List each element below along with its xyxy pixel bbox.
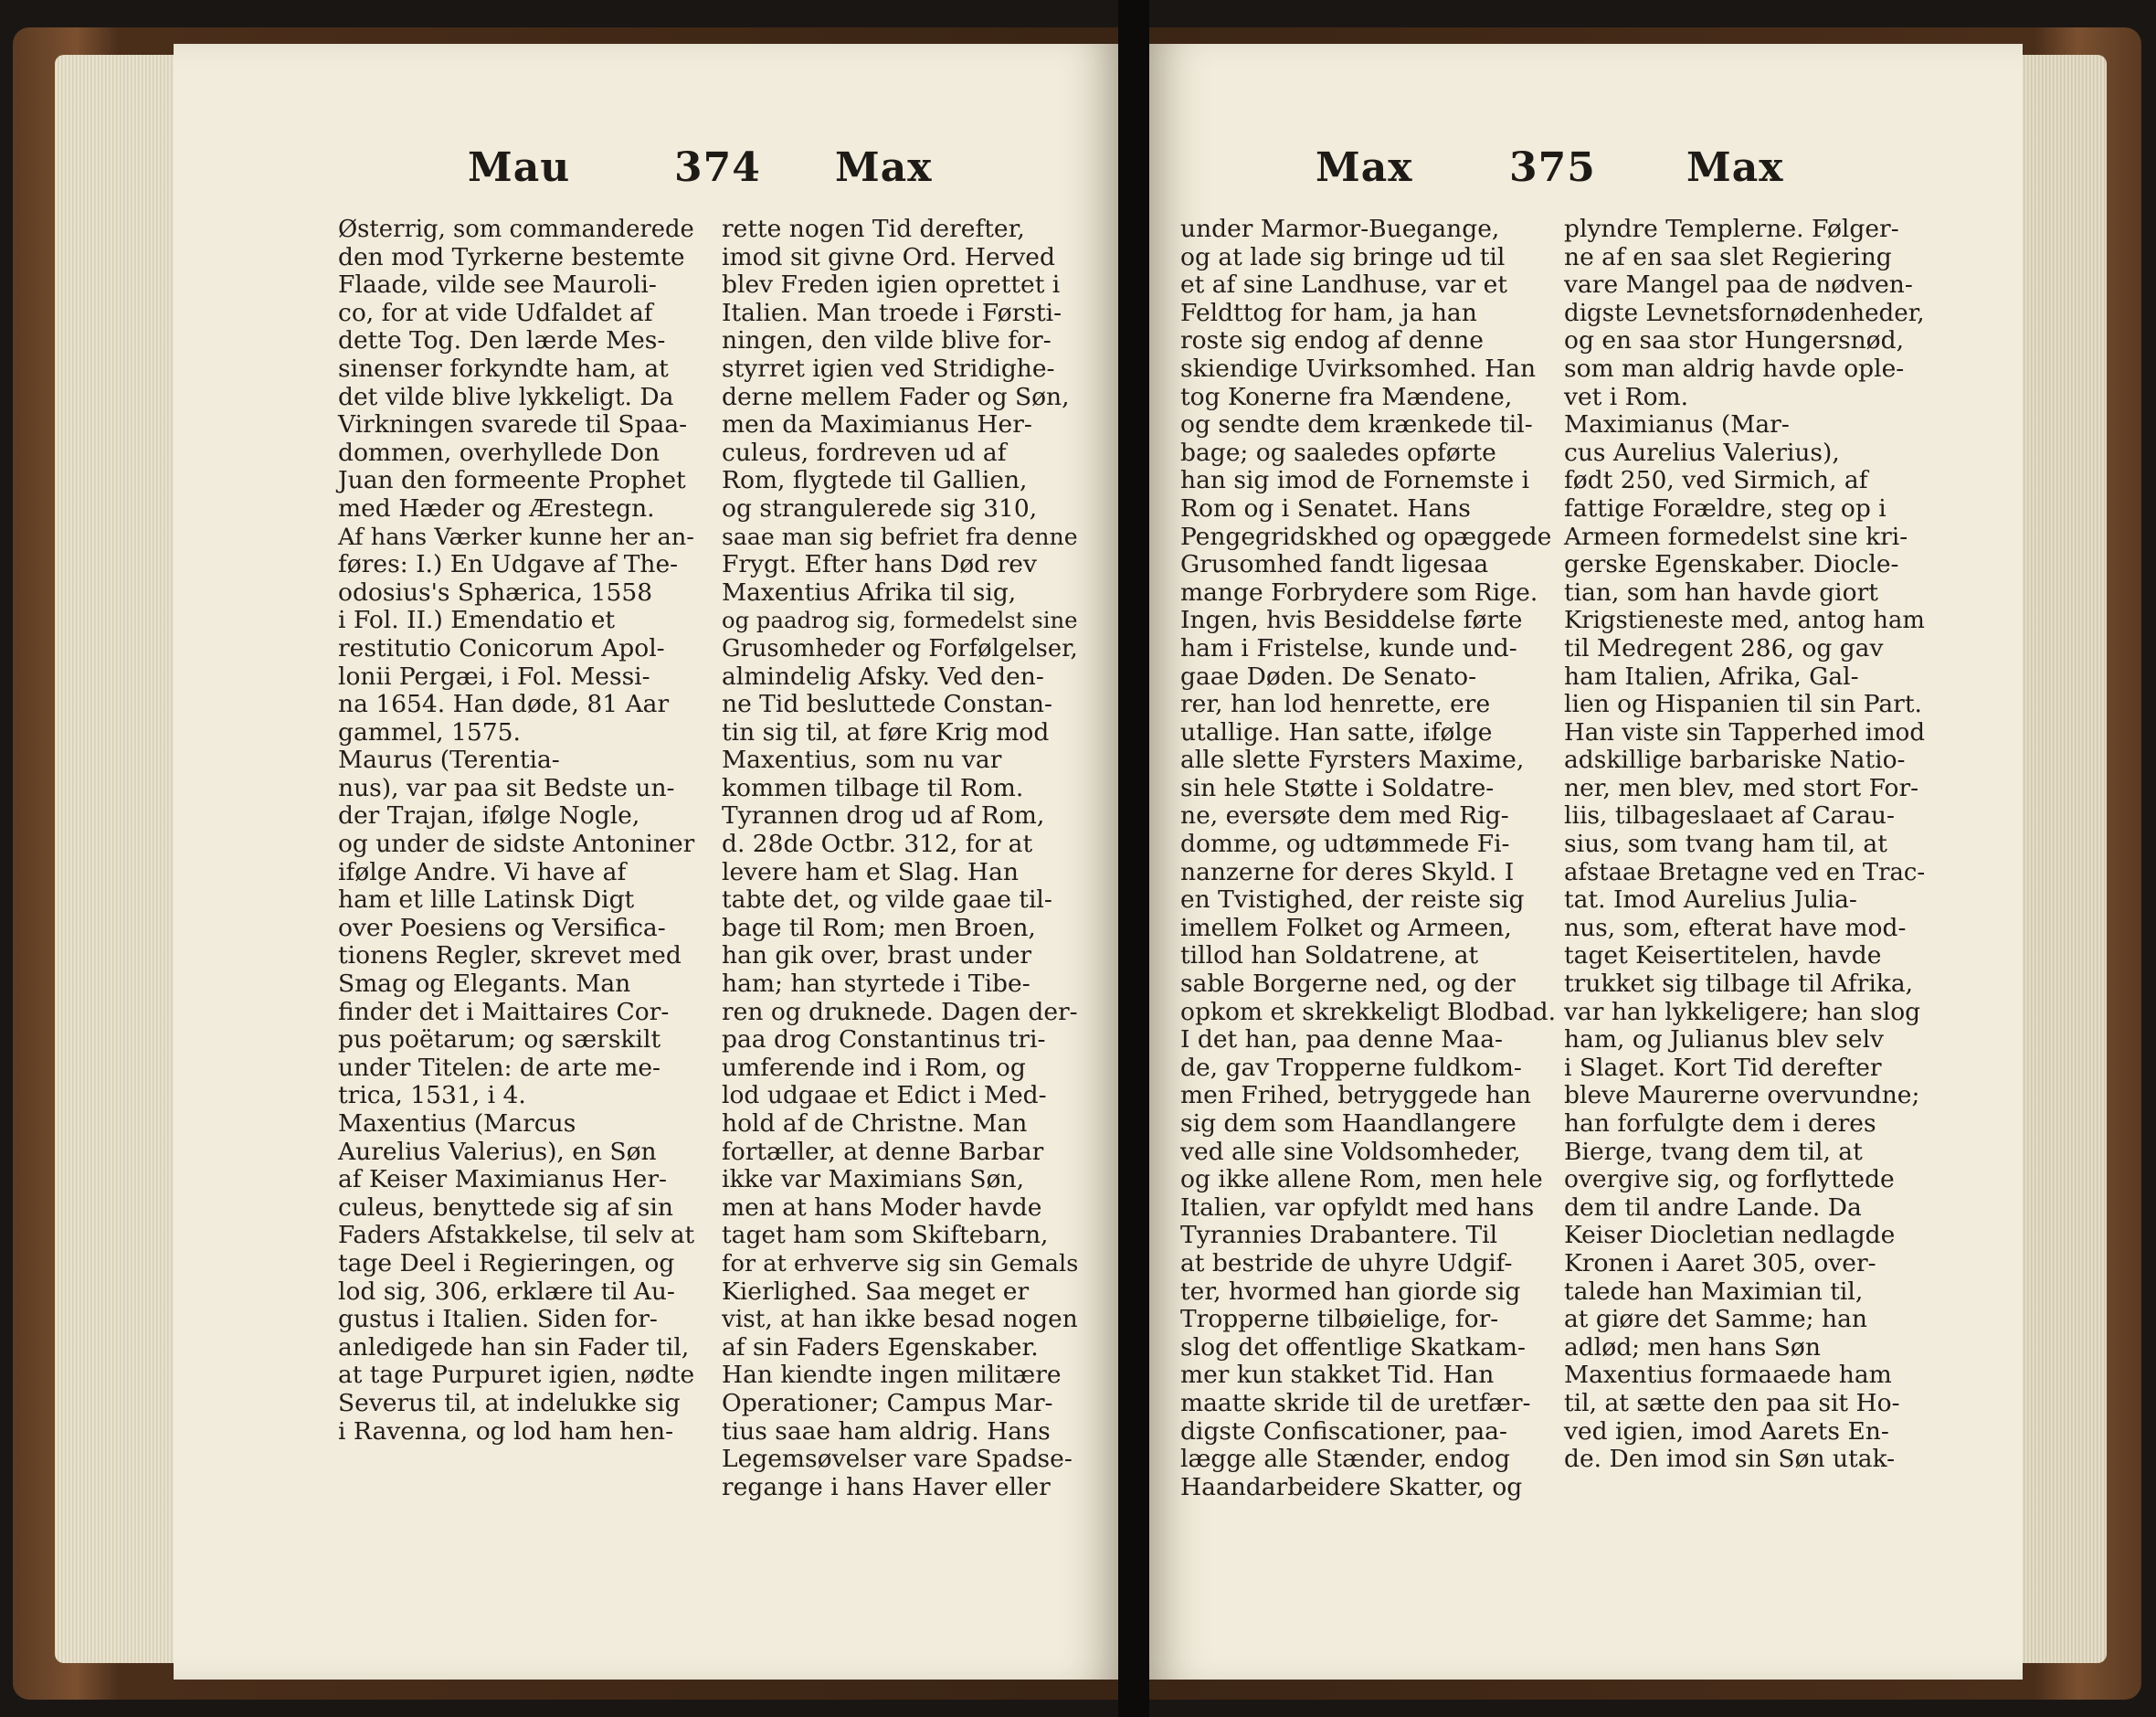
text-line: lonii Pergæi, i Fol. Messi- — [338, 662, 650, 691]
text-line: fattige Forældre, steg op i — [1564, 493, 1886, 523]
text-line: nus, som, efterat have mod- — [1564, 913, 1907, 942]
text-line: vist, at han ikke besad nogen — [722, 1306, 1078, 1334]
text-line: en Tvistighed, der reiste sig — [1180, 885, 1525, 915]
text-line: de, gav Tropperne fuldkom- — [1180, 1053, 1522, 1082]
text-line: under Marmor-Buegange, — [1180, 215, 1500, 243]
text-line: nus), var paa sit Bedste un- — [338, 773, 675, 802]
text-line: skiendige Uvirksomhed. Han — [1180, 354, 1537, 383]
text-line: Tyrannen drog ud af Rom, — [722, 801, 1045, 831]
text-line: ham i Fristelse, kunde und- — [1180, 633, 1517, 662]
text-line: Armeen formedelst sine kri- — [1564, 522, 1908, 551]
left-page-head-right: Max — [835, 144, 933, 191]
text-line: Italien. Man troede i Førsti- — [722, 298, 1062, 327]
text-line: at bestride de uhyre Udgif- — [1180, 1248, 1513, 1277]
text-line: den mod Tyrkerne bestemte — [338, 242, 685, 271]
text-line: de. Den imod sin Søn utak- — [1564, 1445, 1896, 1474]
text-line: ham Italien, Afrika, Gal- — [1564, 662, 1859, 691]
text-line: Aurelius Valerius), en Søn — [338, 1137, 657, 1166]
text-line: ifølge Andre. Vi have af — [338, 857, 627, 886]
text-line: og sendte dem krænkede til- — [1180, 410, 1533, 440]
text-line: gammel, 1575. — [338, 717, 521, 747]
text-line: odosius's Sphærica, 1558 — [338, 578, 653, 607]
text-line: vet i Rom. — [1564, 382, 1689, 411]
text-line: mer kun stakket Tid. Han — [1180, 1361, 1495, 1390]
text-line: maatte skride til de uretfær- — [1180, 1388, 1531, 1417]
text-line: til, at sætte den paa sit Ho- — [1564, 1388, 1900, 1417]
text-column-1 — [338, 216, 694, 1446]
text-line: ningen, den vilde blive for- — [722, 326, 1052, 355]
text-line: d. 28de Octbr. 312, for at — [722, 830, 1033, 859]
text-line: imellem Folket og Armeen, — [1180, 913, 1512, 942]
text-line: ham; han styrtede i Tibe- — [722, 970, 1030, 999]
text-line: fortæller, at denne Barbar — [722, 1137, 1044, 1166]
text-line: der Trajan, ifølge Nogle, — [338, 801, 640, 831]
text-line: nanzerne for deres Skyld. I — [1180, 857, 1515, 886]
text-line: og en saa stor Hungersnød, — [1564, 326, 1904, 355]
text-line: digste Confiscationer, paa- — [1180, 1416, 1507, 1446]
text-line: vare Mangel paa de nødven- — [1564, 270, 1913, 300]
text-line: ved igien, imod Aarets En- — [1564, 1416, 1889, 1446]
page-block-left-edge — [55, 55, 192, 1663]
text-line: liis, tilbageslaaet af Carau- — [1564, 801, 1895, 831]
text-line: restitutio Conicorum Apol- — [338, 633, 665, 662]
text-line: afstaae Bretagne ved en Trac- — [1564, 858, 1926, 886]
text-line: opkom et skrekkeligt Blodbad. — [1180, 997, 1557, 1026]
text-line: til Medregent 286, og gav — [1564, 633, 1884, 662]
text-line: tog Konerne fra Mændene, — [1180, 382, 1513, 411]
text-line: tionens Regler, skrevet med — [338, 941, 682, 970]
text-line: Legemsøvelser vare Spadse- — [722, 1445, 1073, 1474]
text-line: kommen tilbage til Rom. — [722, 773, 1024, 802]
text-line: paa drog Constantinus tri- — [722, 1025, 1046, 1055]
text-line: i Fol. II.) Emendatio et — [338, 606, 616, 635]
text-line: Han kiendte ingen militære — [722, 1361, 1062, 1390]
text-line: tian, som han havde giort — [1564, 578, 1878, 607]
text-line: Rom, flygtede til Gallien, — [722, 466, 1028, 495]
text-line: sable Borgerne ned, og der — [1180, 970, 1516, 999]
book-gutter — [1118, 0, 1149, 1717]
text-line: han gik over, brast under — [722, 941, 1032, 970]
text-line: og ikke allene Rom, men hele — [1180, 1165, 1543, 1194]
text-line: co, for at vide Udfaldet af — [338, 298, 653, 327]
text-line: Maxentius (Marcus — [338, 1109, 576, 1138]
text-line: ikke var Maximians Søn, — [722, 1165, 1025, 1194]
text-line: derne mellem Fader og Søn, — [722, 382, 1070, 411]
text-line: med Hæder og Ærestegn. — [338, 493, 655, 523]
text-line: regange i hans Haver eller — [722, 1472, 1051, 1501]
text-line: og under de sidste Antoniner — [338, 830, 695, 859]
text-line: men Frihed, betryggede han — [1180, 1081, 1531, 1110]
text-line: taget Keisertitelen, havde — [1564, 941, 1882, 970]
text-line: hold af de Christne. Man — [722, 1109, 1028, 1138]
text-line: som man aldrig havde ople- — [1564, 354, 1905, 383]
text-line: dommen, overhyllede Don — [338, 438, 661, 467]
text-line: men at hans Moder havde — [722, 1192, 1042, 1222]
text-line: bage til Rom; men Broen, — [722, 913, 1036, 942]
text-line: domme, og udtømmede Fi- — [1180, 830, 1510, 859]
text-line: umferende ind i Rom, og — [722, 1053, 1026, 1082]
text-line: Faders Afstakkelse, til selv at — [338, 1222, 695, 1250]
text-line: tius saae ham aldrig. Hans — [722, 1416, 1051, 1446]
text-line: sig dem som Haandlangere — [1180, 1109, 1517, 1138]
text-line: plyndre Templerne. Følger- — [1564, 215, 1899, 243]
text-line: Juan den formeente Prophet — [338, 466, 686, 495]
text-line: ren og druknede. Dagen der- — [722, 997, 1078, 1026]
text-line: styrret igien ved Stridighe- — [722, 354, 1055, 383]
left-page-head-left: Mau — [468, 144, 571, 191]
text-line: at giøre det Samme; han — [1564, 1305, 1867, 1334]
text-line: og at lade sig bringe ud til — [1180, 242, 1506, 271]
text-line: ham et lille Latinsk Digt — [338, 885, 635, 915]
text-line: af Keiser Maximianus Her- — [338, 1165, 667, 1194]
text-line: Kronen i Aaret 305, over- — [1564, 1248, 1876, 1277]
text-line: Bierge, tvang dem til, at — [1564, 1137, 1863, 1166]
text-line: han sig imod de Fornemste i — [1180, 466, 1530, 495]
text-line: bleve Maurerne overvundne; — [1564, 1081, 1920, 1110]
text-line: anledigede han sin Fader til, — [338, 1332, 690, 1362]
text-line: Østerrig, som commanderede — [338, 216, 694, 243]
text-line: imod sit givne Ord. Herved — [722, 242, 1055, 271]
text-line: et af sine Landhuse, var et — [1180, 270, 1507, 300]
text-line: trukket sig tilbage til Afrika, — [1564, 970, 1914, 999]
text-line: Maurus (Terentia- — [338, 746, 560, 775]
paragraph — [338, 747, 694, 1110]
text-line: Feldttog for ham, ja han — [1180, 298, 1477, 327]
left-page-number: 374 — [674, 144, 761, 191]
text-line: slog det offentlige Skatkam- — [1180, 1332, 1526, 1362]
text-line: na 1654. Han døde, 81 Aar — [338, 690, 670, 719]
text-line: Han viste sin Tapperhed imod — [1564, 718, 1926, 747]
text-line: og paadrog sig, formedelst sine — [722, 607, 1078, 634]
paragraph — [722, 216, 1078, 1501]
text-line: tat. Imod Aurelius Julia- — [1564, 885, 1857, 915]
text-line: lien og Hispanien til sin Part. — [1564, 690, 1922, 719]
text-line: tin sig til, at føre Krig mod — [722, 717, 1050, 747]
text-line: roste sig endog af denne — [1180, 326, 1484, 355]
text-line: finder det i Maittaires Cor- — [338, 997, 670, 1026]
text-line: Maxentius Afrika til sig, — [722, 578, 1017, 607]
text-line: levere ham et Slag. Han — [722, 857, 1019, 886]
text-line: alle slette Fyrsters Maxime, — [1180, 746, 1525, 775]
text-line: Tyrannies Drabantere. Til — [1180, 1221, 1498, 1250]
text-line: sius, som tvang ham til, at — [1564, 830, 1887, 859]
paragraph — [1564, 411, 1925, 1474]
paragraph — [338, 216, 694, 747]
text-line: I det han, paa denne Maa- — [1180, 1025, 1503, 1055]
text-line: Maximianus (Mar- — [1564, 410, 1790, 440]
text-line: sinenser forkyndte ham, at — [338, 354, 669, 383]
text-line: Ingen, hvis Besiddelse førte — [1180, 606, 1523, 635]
text-line: almindelig Afsky. Ved den- — [722, 662, 1044, 691]
text-line: ham, og Julianus blev selv — [1564, 1025, 1885, 1055]
text-line: digste Levnetsfornødenheder, — [1564, 299, 1925, 327]
paragraph — [1564, 216, 1925, 411]
text-line: født 250, ved Sirmich, af — [1564, 466, 1868, 495]
text-line: Flaade, vilde see Mauroli- — [338, 270, 657, 300]
text-line: talede han Maximian til, — [1564, 1277, 1864, 1306]
right-page-number: 375 — [1509, 144, 1596, 191]
text-line: føres: I.) En Udgave af The- — [338, 550, 679, 579]
text-line: Pengegridskhed og opæggede — [1180, 522, 1552, 551]
text-line: Af hans Værker kunne her an- — [338, 523, 694, 551]
text-line: Tropperne tilbøielige, for- — [1180, 1305, 1499, 1334]
text-line: gustus i Italien. Siden for- — [338, 1305, 658, 1334]
text-line: ved alle sine Voldsomheder, — [1180, 1137, 1521, 1166]
text-line: culeus, fordreven ud af — [722, 438, 1007, 467]
text-line: rette nogen Tid derefter, — [722, 215, 1025, 243]
text-line: under Titelen: de arte me- — [338, 1053, 661, 1082]
text-line: rer, han lod henrette, ere — [1180, 690, 1491, 719]
text-line: ter, hvormed han giorde sig — [1180, 1277, 1521, 1306]
text-line: trica, 1531, i 4. — [338, 1081, 526, 1110]
text-line: Italien, var opfyldt med hans — [1180, 1192, 1535, 1222]
text-line: adskillige barbariske Natio- — [1564, 746, 1906, 775]
text-line: utallige. Han satte, ifølge — [1180, 717, 1493, 747]
text-line: cus Aurelius Valerius), — [1564, 438, 1840, 467]
text-column-2 — [722, 216, 1078, 1501]
text-line: bage; og saaledes opførte — [1180, 438, 1496, 467]
paragraph — [338, 1110, 694, 1446]
text-line: Maxentius, som nu var — [722, 746, 1002, 775]
text-line: i Slaget. Kort Tid derefter — [1564, 1053, 1882, 1082]
text-line: Frygt. Efter hans Død rev — [722, 550, 1037, 579]
text-column-4 — [1564, 216, 1925, 1474]
text-line: Severus til, at indelukke sig — [338, 1388, 681, 1417]
text-line: Haandarbeidere Skatter, og — [1180, 1472, 1523, 1501]
text-line: gaae Døden. De Senato- — [1180, 662, 1477, 691]
text-line: men da Maximianus Her- — [722, 410, 1032, 440]
text-line: tage Deel i Regieringen, og — [338, 1248, 675, 1277]
text-line: saae man sig befriet fra denne — [722, 523, 1078, 550]
text-line: taget ham som Skiftebarn, — [722, 1221, 1049, 1250]
text-line: for at erhverve sig sin Gemals — [722, 1249, 1079, 1277]
text-line: gerske Egenskaber. Diocle- — [1564, 550, 1899, 579]
text-line: Grusomheder og Forfølgelser, — [722, 634, 1078, 662]
text-line: Keiser Diocletian nedlagde — [1564, 1221, 1896, 1250]
text-line: af sin Faders Egenskaber. — [722, 1332, 1039, 1362]
right-page-head-left: Max — [1316, 144, 1413, 191]
text-line: at tage Purpuret igien, nødte — [338, 1361, 695, 1390]
text-line: tabte det, og vilde gaae til- — [722, 885, 1052, 915]
text-line: pus poëtarum; og særskilt — [338, 1025, 661, 1055]
text-line: og strangulerede sig 310, — [722, 493, 1038, 523]
text-line: sin hele Støtte i Soldatre- — [1180, 773, 1495, 802]
text-line: over Poesiens og Versifica- — [338, 913, 666, 942]
text-line: ne af en saa slet Regiering — [1564, 242, 1892, 271]
text-line: ner, men blev, med stort For- — [1564, 773, 1919, 802]
text-line: overgive sig, og forflyttede — [1564, 1165, 1895, 1194]
text-line: Operationer; Campus Mar- — [722, 1388, 1053, 1417]
text-line: Krigstieneste med, antog ham — [1564, 607, 1925, 635]
right-page-head-right: Max — [1686, 144, 1784, 191]
text-line: Virkningen svarede til Spaa- — [338, 410, 688, 440]
text-line: ne, eversøte dem med Rig- — [1180, 801, 1509, 831]
text-line: Grusomhed fandt ligesaa — [1180, 550, 1489, 579]
paragraph — [1180, 216, 1564, 1501]
text-line: ne Tid besluttede Constan- — [722, 690, 1052, 719]
text-line: lod udgaae et Edict i Med- — [722, 1081, 1047, 1110]
text-line: blev Freden igien oprettet i — [722, 270, 1061, 300]
text-line: mange Forbrydere som Rige. — [1180, 578, 1538, 607]
text-line: Kierlighed. Saa meget er — [722, 1277, 1030, 1306]
text-line: Maxentius formaaede ham — [1564, 1361, 1892, 1390]
text-line: var han lykkeligere; han slog — [1564, 997, 1921, 1026]
text-line: tillod han Soldatrene, at — [1180, 941, 1479, 970]
text-line: han forfulgte dem i deres — [1564, 1109, 1876, 1138]
text-line: Smag og Elegants. Man — [338, 970, 631, 999]
text-line: det vilde blive lykkeligt. Da — [338, 382, 674, 411]
text-line: lod sig, 306, erklære til Au- — [338, 1277, 675, 1306]
text-line: dette Tog. Den lærde Mes- — [338, 326, 666, 355]
text-line: lægge alle Stænder, endog — [1180, 1445, 1510, 1474]
text-line: dem til andre Lande. Da — [1564, 1192, 1862, 1222]
text-line: i Ravenna, og lod ham hen- — [338, 1416, 674, 1446]
text-line: Rom og i Senatet. Hans — [1180, 493, 1471, 523]
text-column-3 — [1180, 216, 1564, 1501]
text-line: culeus, benyttede sig af sin — [338, 1192, 673, 1222]
text-line: adlød; men hans Søn — [1564, 1332, 1821, 1362]
